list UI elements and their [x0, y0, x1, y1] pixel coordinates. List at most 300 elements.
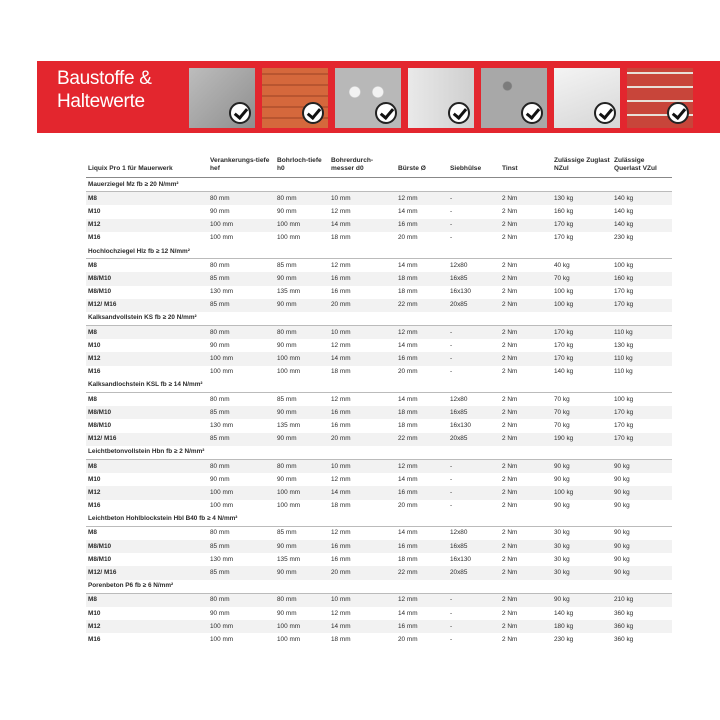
table-cell: 100 mm: [210, 368, 234, 376]
table-cell: 12 mm: [331, 475, 351, 483]
table-cell: 230 kg: [554, 635, 574, 643]
table-cell: 16x85: [448, 272, 500, 285]
table-row: [86, 366, 672, 379]
table-cell: 100 mm: [275, 620, 329, 633]
table-cell: 90 kg: [612, 459, 672, 473]
table-cell: 2 Nm: [502, 234, 518, 242]
table-cell: 12 mm: [331, 341, 351, 349]
table-cell: 20x85: [448, 299, 500, 312]
table-cell: 10 mm: [329, 459, 396, 473]
solid-brick-image: [627, 68, 693, 128]
table-cell: 2 Nm: [502, 341, 518, 349]
checkmark-icon: [229, 102, 251, 124]
table-cell: M8: [86, 459, 208, 473]
table-cell: 14 mm: [398, 395, 418, 403]
table-cell: 85 mm: [208, 272, 275, 285]
table-row: [86, 205, 672, 218]
table-cell: 10 mm: [329, 192, 396, 206]
table-cell: 30 kg: [554, 529, 570, 537]
table-row: [86, 566, 672, 579]
table-cell: 100 mm: [275, 352, 329, 365]
table-cell: 14 mm: [398, 609, 418, 617]
table-cell: 2 Nm: [502, 529, 518, 537]
table-cell: 100 mm: [208, 352, 275, 365]
table-cell: 2 Nm: [500, 299, 552, 312]
banner-title: [57, 67, 152, 113]
table-cell: 2 Nm: [502, 475, 518, 483]
table-cell: M12: [86, 620, 208, 633]
table-cell: 90 kg: [552, 459, 612, 473]
table-cell: 90 mm: [275, 433, 329, 446]
table-cell: M12/ M16: [86, 433, 208, 446]
table-row: [86, 326, 672, 340]
table-cell: 12 mm: [331, 207, 351, 215]
table-cell: 40 kg: [554, 261, 570, 269]
checkmark-icon: [521, 102, 543, 124]
table-cell: 110 kg: [612, 326, 672, 340]
table-cell: 170 kg: [552, 326, 612, 340]
checkmark-icon: [302, 102, 324, 124]
table-cell: 2 Nm: [500, 459, 552, 473]
table-cell: 18 mm: [331, 368, 351, 376]
table-cell: 80 mm: [208, 192, 275, 206]
table-cell: 100 mm: [275, 486, 329, 499]
column-header: Bohrerdurch-messer d0: [329, 155, 396, 178]
table-cell: 160 kg: [554, 207, 574, 215]
table-cell: 16 mm: [329, 406, 396, 419]
table-cell: 140 kg: [612, 219, 672, 232]
table-cell: 2 Nm: [502, 288, 518, 296]
table-cell: 16 mm: [396, 486, 448, 499]
table-row: [86, 352, 672, 365]
table-cell: 130 kg: [552, 192, 612, 206]
table-cell: 130 mm: [210, 421, 234, 429]
table-cell: 2 Nm: [500, 593, 552, 607]
table-cell: 2 Nm: [500, 272, 552, 285]
table-cell: M10: [88, 341, 101, 349]
table-cell: 10 mm: [329, 326, 396, 340]
column-header: Liquix Pro 1 für Mauerwerk: [86, 155, 208, 178]
table-cell: M8: [86, 326, 208, 340]
table-cell: 18 mm: [331, 635, 351, 643]
table-cell: 16x85: [448, 406, 500, 419]
table-cell: 90 kg: [612, 566, 672, 579]
table-cell: M10: [88, 475, 101, 483]
table-row: [86, 620, 672, 633]
table-cell: 170 kg: [614, 421, 634, 429]
table-cell: 130 mm: [210, 288, 234, 296]
table-cell: -: [450, 207, 453, 215]
table-cell: M8: [88, 395, 97, 403]
table-cell: 85 mm: [277, 529, 297, 537]
table-cell: 16 mm: [331, 421, 351, 429]
table-cell: 140 kg: [614, 207, 634, 215]
table-cell: M8/M10: [86, 540, 208, 553]
table-cell: 10 mm: [329, 593, 396, 607]
table-cell: 2 Nm: [500, 192, 552, 206]
table-cell: 90 mm: [275, 566, 329, 579]
table-cell: 2 Nm: [502, 421, 518, 429]
table-cell: 16 mm: [396, 620, 448, 633]
table-cell: 20x85: [448, 566, 500, 579]
table-cell: 70 kg: [552, 406, 612, 419]
table-cell: 2 Nm: [500, 433, 552, 446]
table-cell: 14 mm: [329, 219, 396, 232]
table-cell: -: [448, 486, 500, 499]
table-cell: 80 mm: [210, 395, 230, 403]
table-cell: 85 mm: [208, 566, 275, 579]
column-header: Verankerungs-tiefe hef: [208, 155, 275, 178]
table-cell: 2 Nm: [500, 219, 552, 232]
table-cell: 100 mm: [210, 635, 234, 643]
table-cell: 12 mm: [331, 529, 351, 537]
section-title: Hochlochziegel Hlz fb ≥ 12 N/mm²: [86, 245, 672, 259]
table-cell: 100 mm: [210, 502, 234, 510]
checkmark-icon: [375, 102, 397, 124]
table-cell: 14 mm: [329, 486, 396, 499]
table-cell: 140 kg: [554, 609, 574, 617]
table-cell: 100 kg: [614, 395, 634, 403]
table-cell: 16 mm: [331, 288, 351, 296]
table-cell: 20 mm: [398, 502, 418, 510]
table-cell: 2 Nm: [502, 609, 518, 617]
table-cell: 100 mm: [277, 234, 301, 242]
table-cell: 2 Nm: [502, 635, 518, 643]
table-cell: 85 mm: [277, 395, 297, 403]
table-cell: 135 mm: [277, 421, 301, 429]
table-cell: 16x85: [448, 540, 500, 553]
table-cell: 90 mm: [210, 609, 230, 617]
table-cell: -: [448, 219, 500, 232]
table-row: [86, 232, 672, 245]
table-cell: 80 mm: [275, 593, 329, 607]
table-cell: 14 mm: [398, 529, 418, 537]
table-cell: 100 kg: [552, 486, 612, 499]
table-cell: 22 mm: [396, 566, 448, 579]
table-cell: 16 mm: [329, 540, 396, 553]
table-cell: 2 Nm: [502, 368, 518, 376]
table-cell: 12 mm: [396, 593, 448, 607]
table-cell: 2 Nm: [500, 566, 552, 579]
table-row: [86, 459, 672, 473]
table-cell: M12/ M16: [86, 299, 208, 312]
table-cell: 90 mm: [275, 272, 329, 285]
table-cell: 2 Nm: [500, 486, 552, 499]
table-cell: M8/M10: [86, 406, 208, 419]
table-cell: 12x80: [450, 529, 468, 537]
hollow-block-image: [335, 68, 401, 128]
table-cell: 110 kg: [612, 352, 672, 365]
table-cell: 14 mm: [329, 620, 396, 633]
table-cell: 100 mm: [275, 219, 329, 232]
table-cell: 90 mm: [277, 341, 297, 349]
column-header: Zulässige Zuglast NZul: [552, 155, 612, 178]
table-cell: 80 mm: [275, 459, 329, 473]
table-cell: 2 Nm: [500, 406, 552, 419]
table-cell: 180 kg: [552, 620, 612, 633]
table-cell: 12 mm: [396, 192, 448, 206]
aerated-concrete-image: [554, 68, 620, 128]
table-cell: M8/M10: [86, 272, 208, 285]
table-cell: 140 kg: [554, 368, 574, 376]
column-header: Siebhülse: [448, 155, 500, 178]
table-cell: 90 kg: [614, 555, 630, 563]
table-cell: 160 kg: [612, 272, 672, 285]
section-title: Porenbeton P6 fb ≥ 6 N/mm²: [86, 580, 672, 594]
table-cell: -: [450, 502, 453, 510]
table-cell: 70 kg: [554, 395, 570, 403]
table-cell: 90 kg: [554, 502, 570, 510]
table-cell: 170 kg: [612, 299, 672, 312]
table-cell: M12: [86, 352, 208, 365]
table-cell: -: [450, 635, 453, 643]
table-cell: 16 mm: [329, 272, 396, 285]
section-title: Mauerziegel Mz fb ≥ 20 N/mm²: [86, 178, 672, 192]
table-cell: 18 mm: [396, 406, 448, 419]
table-cell: 90 mm: [275, 540, 329, 553]
table-cell: 2 Nm: [500, 352, 552, 365]
table-cell: M16: [88, 234, 101, 242]
table-cell: 170 kg: [552, 219, 612, 232]
table-row: [86, 259, 672, 273]
table-cell: 85 mm: [208, 406, 275, 419]
table-cell: -: [448, 593, 500, 607]
lightweight-concrete-block-image: [481, 68, 547, 128]
table-section-header: [86, 513, 672, 527]
table-cell: 16 mm: [396, 540, 448, 553]
table-cell: 80 mm: [275, 192, 329, 206]
table-cell: 12x80: [450, 261, 468, 269]
table-cell: M8: [86, 192, 208, 206]
table-cell: 85 mm: [277, 261, 297, 269]
table-cell: 2 Nm: [502, 261, 518, 269]
table-cell: -: [448, 459, 500, 473]
table-row: [86, 473, 672, 486]
table-cell: M8: [88, 261, 97, 269]
table-cell: 16 mm: [396, 352, 448, 365]
table-cell: 18 mm: [398, 555, 418, 563]
table-cell: 190 kg: [552, 433, 612, 446]
table-cell: 20 mm: [329, 433, 396, 446]
table-cell: 90 mm: [277, 207, 297, 215]
table-row: [86, 593, 672, 607]
table-cell: M8/M10: [88, 288, 112, 296]
table-cell: 30 kg: [552, 540, 612, 553]
table-cell: 90 mm: [210, 341, 230, 349]
table-row: [86, 540, 672, 553]
table-cell: 12 mm: [396, 326, 448, 340]
table-cell: 100 kg: [552, 299, 612, 312]
table-cell: 80 mm: [210, 261, 230, 269]
table-cell: 80 mm: [208, 593, 275, 607]
table-cell: 210 kg: [612, 593, 672, 607]
section-title: Leichtbetonvollstein Hbn fb ≥ 2 N/mm²: [86, 446, 672, 460]
table-cell: -: [448, 326, 500, 340]
table-cell: 100 mm: [208, 486, 275, 499]
table-cell: 70 kg: [552, 272, 612, 285]
table-row: [86, 500, 672, 513]
table-cell: 2 Nm: [502, 207, 518, 215]
table-cell: 2 Nm: [500, 326, 552, 340]
table-cell: M16: [88, 635, 101, 643]
table-cell: 110 kg: [614, 368, 633, 376]
table-cell: 22 mm: [396, 299, 448, 312]
table-section-header: [86, 178, 672, 192]
table-cell: -: [450, 234, 453, 242]
table-cell: 20 mm: [398, 234, 418, 242]
table-row: [86, 272, 672, 285]
table-cell: 100 mm: [208, 620, 275, 633]
table-cell: -: [448, 192, 500, 206]
table-cell: 22 mm: [396, 433, 448, 446]
table-cell: 2 Nm: [502, 555, 518, 563]
table-cell: 80 mm: [208, 326, 275, 340]
table-cell: 170 kg: [612, 406, 672, 419]
table-cell: 18 mm: [331, 502, 351, 510]
table-cell: 16x130: [450, 421, 471, 429]
table-cell: M8/M10: [88, 421, 112, 429]
checkmark-icon: [667, 102, 689, 124]
table-cell: 20 mm: [398, 368, 418, 376]
table-cell: 14 mm: [398, 261, 418, 269]
table-cell: M8: [88, 529, 97, 537]
banner-title-line2: Haltewerte: [57, 91, 145, 112]
table-cell: -: [448, 620, 500, 633]
load-values-table: [86, 155, 672, 647]
table-cell: 2 Nm: [500, 620, 552, 633]
table-cell: 16 mm: [331, 555, 351, 563]
table-cell: 100 mm: [208, 219, 275, 232]
section-title: Leichtbeton Hohlblockstein Hbl B40 fb ≥ 4 N/mm²: [86, 513, 672, 527]
table-row: [86, 192, 672, 206]
table-cell: -: [450, 475, 453, 483]
table-cell: -: [450, 341, 453, 349]
table-row: [86, 286, 672, 299]
table-cell: -: [450, 368, 453, 376]
table-section-header: [86, 580, 672, 594]
table-cell: 90 kg: [552, 593, 612, 607]
table-cell: 230 kg: [614, 234, 634, 242]
table-cell: -: [450, 609, 453, 617]
table-row: [86, 486, 672, 499]
table-cell: 12 mm: [331, 261, 351, 269]
table-cell: 18 mm: [398, 421, 418, 429]
table-cell: M10: [88, 207, 101, 215]
table-cell: M16: [88, 502, 101, 510]
table-cell: 20 mm: [329, 299, 396, 312]
table-cell: 90 kg: [614, 529, 630, 537]
column-header: Zulässige Querlast VZul: [612, 155, 672, 178]
checkmark-icon: [594, 102, 616, 124]
table-cell: 85 mm: [208, 540, 275, 553]
table-cell: 85 mm: [208, 433, 275, 446]
table-body: [86, 178, 672, 647]
table-cell: 170 kg: [612, 433, 672, 446]
table-row: [86, 299, 672, 312]
table-cell: 100 kg: [554, 288, 574, 296]
table-cell: M12/ M16: [86, 566, 208, 579]
table-row: [86, 607, 672, 620]
table-cell: 90 kg: [554, 475, 570, 483]
table-section-header: [86, 379, 672, 393]
table-cell: 12x80: [450, 395, 468, 403]
table-cell: 90 mm: [210, 475, 230, 483]
table-row: [86, 219, 672, 232]
table-cell: 90 mm: [275, 299, 329, 312]
table-cell: 80 mm: [208, 459, 275, 473]
table-cell: 2 Nm: [502, 502, 518, 510]
table-cell: 170 kg: [554, 234, 574, 242]
table-cell: 2 Nm: [502, 395, 518, 403]
table-row: [86, 393, 672, 407]
table-cell: 16x130: [450, 288, 471, 296]
table-cell: 70 kg: [554, 421, 570, 429]
table-cell: 20 mm: [398, 635, 418, 643]
table-cell: 2 Nm: [500, 540, 552, 553]
table-cell: 16 mm: [396, 219, 448, 232]
table-cell: 90 mm: [210, 207, 230, 215]
table-cell: 170 kg: [614, 288, 634, 296]
checkmark-icon: [448, 102, 470, 124]
table-row: [86, 633, 672, 646]
concrete-material-image: [189, 68, 255, 128]
table-cell: 360 kg: [614, 609, 634, 617]
table-cell: 140 kg: [612, 192, 672, 206]
table-cell: 12 mm: [331, 395, 351, 403]
table-cell: 360 kg: [612, 620, 672, 633]
plasterboard-image: [408, 68, 474, 128]
table-cell: 135 mm: [277, 555, 301, 563]
table-cell: 360 kg: [614, 635, 634, 643]
table-row: [86, 419, 672, 432]
table-row: [86, 433, 672, 446]
table-cell: 85 mm: [208, 299, 275, 312]
table-cell: 100 mm: [210, 234, 234, 242]
material-tiles: [189, 68, 700, 128]
table-cell: 100 mm: [277, 502, 301, 510]
table-cell: M10: [88, 609, 101, 617]
section-title: Kalksandvollstein KS fb ≥ 20 N/mm²: [86, 312, 672, 326]
table-header-row: [86, 155, 672, 178]
table-cell: M16: [88, 368, 101, 376]
table-cell: M12: [86, 486, 208, 499]
table-cell: 130 kg: [614, 341, 634, 349]
table-cell: 90 mm: [277, 475, 297, 483]
table-cell: 30 kg: [554, 555, 570, 563]
header-banner: [37, 61, 720, 133]
table-section-header: [86, 446, 672, 460]
table-cell: 100 mm: [277, 635, 301, 643]
table-row: [86, 339, 672, 352]
table-section-header: [86, 312, 672, 326]
table-cell: 90 kg: [612, 486, 672, 499]
perforated-brick-image: [262, 68, 328, 128]
table-cell: 170 kg: [552, 352, 612, 365]
table-cell: 80 mm: [275, 326, 329, 340]
table-row: [86, 406, 672, 419]
table-cell: 90 kg: [612, 540, 672, 553]
table-cell: 20x85: [448, 433, 500, 446]
table-cell: 100 mm: [277, 368, 301, 376]
table-cell: 130 mm: [210, 555, 234, 563]
table-cell: 170 kg: [554, 341, 574, 349]
section-title: Kalksandlochstein KSL fb ≥ 14 N/mm²: [86, 379, 672, 393]
table-cell: 20 mm: [329, 566, 396, 579]
table-cell: 18 mm: [396, 272, 448, 285]
column-header: Bohrloch-tiefe h0: [275, 155, 329, 178]
table-row: [86, 553, 672, 566]
table-cell: 18 mm: [398, 288, 418, 296]
